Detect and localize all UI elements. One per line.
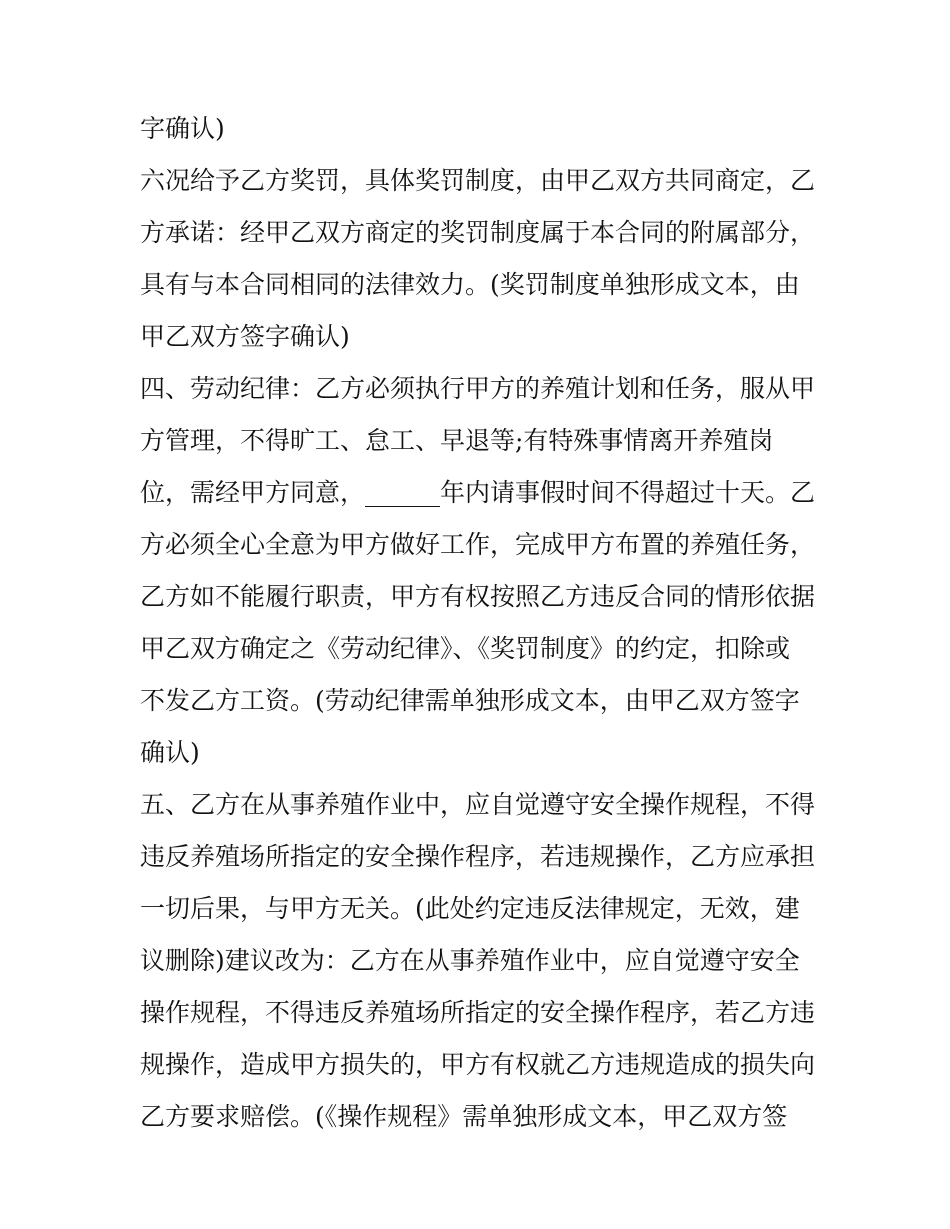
- text-line: 甲乙双方确定之《劳动纪律》、《奖罚制度》的约定，扣除或: [140, 634, 791, 663]
- text-line: 具有与本合同相同的法律效力。(奖罚制度单独形成文本，由: [140, 270, 800, 299]
- text-line: 违反养殖场所指定的安全操作程序，若违规操作，乙方应承担: [140, 842, 816, 871]
- text-line: 方管理，不得旷工、怠工、早退等;有特殊事情离开养殖岗: [140, 426, 774, 455]
- text-line: 议删除)建议改为：乙方在从事养殖作业中，应自觉遵守安全: [140, 946, 800, 975]
- text-line: 字确认): [140, 114, 225, 143]
- text-line: 四、劳动纪律：乙方必须执行甲方的养殖计划和任务，服从甲: [140, 374, 816, 403]
- text-line: 方必须全心全意为甲方做好工作，完成甲方布置的养殖任务，: [140, 530, 816, 559]
- text-line: 一切后果，与甲方无关。(此处约定违反法律规定，无效，建: [140, 894, 800, 923]
- text-line: 五、乙方在从事养殖作业中，应自觉遵守安全操作规程，不得: [140, 790, 816, 819]
- text-line: 乙方要求赔偿。(《操作规程》需单独形成文本，甲乙双方签: [140, 1102, 788, 1131]
- text-line: 乙方如不能履行职责，甲方有权按照乙方违反合同的情形依据: [140, 582, 816, 611]
- text-line: 位，需经甲方同意，______年内请事假时间不得超过十天。乙: [140, 478, 816, 507]
- text-line: 甲乙双方签字确认): [140, 322, 350, 351]
- text-line: 方承诺：经甲乙双方商定的奖罚制度属于本合同的附属部分，: [140, 218, 816, 247]
- text-line: 操作规程，不得违反养殖场所指定的安全操作程序，若乙方违: [140, 998, 816, 1027]
- text-line: 六况给予乙方奖罚，具体奖罚制度，由甲乙双方共同商定，乙: [140, 166, 816, 195]
- text-line: 确认): [140, 738, 200, 767]
- text-line: 规操作，造成甲方损失的，甲方有权就乙方违规造成的损失向: [140, 1050, 816, 1079]
- document-body: [140, 103, 820, 1143]
- text-line: 不发乙方工资。(劳动纪律需单独形成文本，由甲乙双方签字: [140, 686, 800, 715]
